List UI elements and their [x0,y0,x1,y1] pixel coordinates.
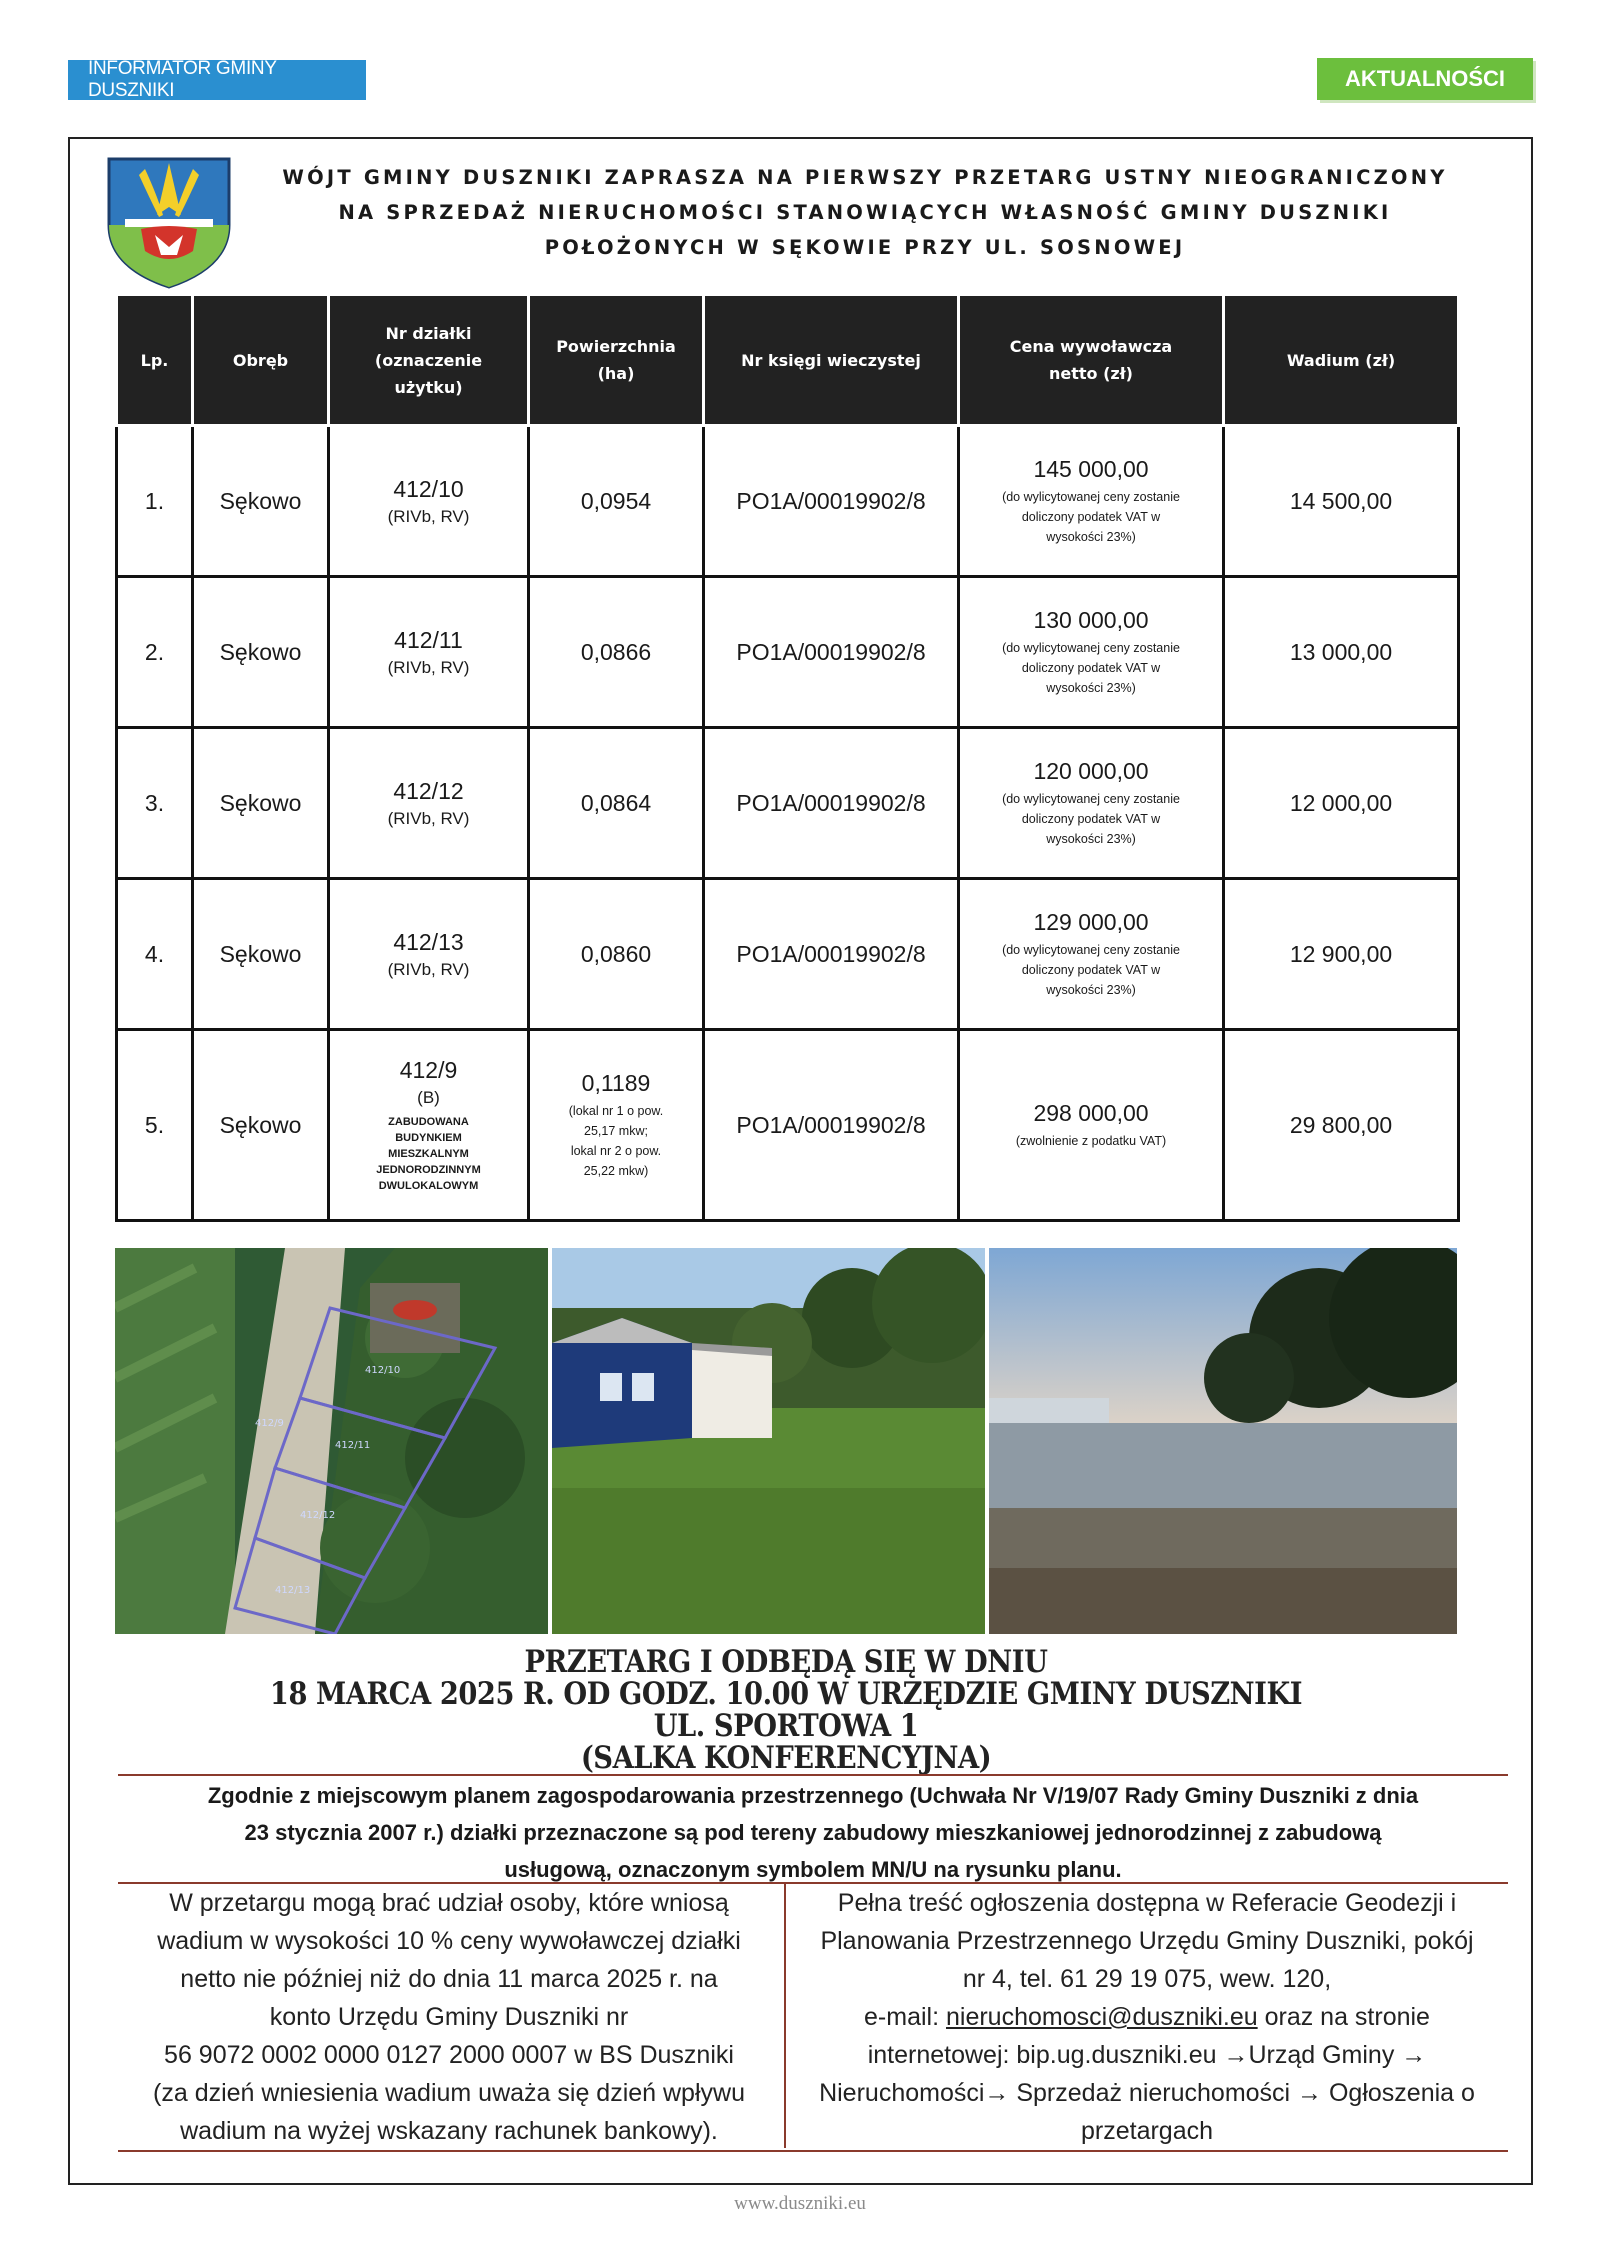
cell-ksiega: PO1A/00019902/8 [704,879,959,1030]
vat-note-line: (do wylicytowanej ceny zostanie [1002,942,1180,957]
area-note-line: 25,22 mkw) [583,1163,649,1178]
contact-info [786,1884,1508,2150]
plan-line: usługową, oznaczonym symbolem MN/U na rysunku planu. [504,1857,1122,1882]
vat-note-line: (do wylicytowanej ceny zostanie [1002,791,1180,806]
plot-description [336,1114,521,1194]
price-value: 130 000,00 [1033,606,1149,633]
deposit-line: konto Urzędu Gminy Duszniki nr [269,2003,629,2031]
house-image [552,1248,985,1634]
cell-wadium: 12 900,00 [1224,879,1459,1030]
cell-powierzchnia [529,1030,704,1221]
cell-wadium: 13 000,00 [1224,577,1459,728]
frosty-field-image [989,1248,1457,1634]
cell-lp: 3. [117,728,193,879]
deposit-info [118,1884,780,2150]
footer-url[interactable]: www.duszniki.eu [734,2193,866,2214]
email-link[interactable]: nieruchomosci@duszniki.eu [946,2003,1258,2031]
plot-number: 412/13 [393,928,464,955]
col-header-obreb: Obręb [193,295,329,426]
plot-number: 412/12 [393,777,464,804]
col-header-wadium: Wadium (zł) [1224,295,1459,426]
col-header-cena [959,295,1224,426]
header-text: (ha) [597,364,635,383]
price-value: 129 000,00 [1033,908,1149,935]
announcement-line: PRZETARG I ODBĘDĄ SIĘ W DNIU [524,1644,1048,1680]
vat-note-line: wysokości 23%) [1046,831,1136,846]
col-header-powierzchnia [529,295,704,426]
divider [118,1774,1508,1776]
contact-line: Nieruchomości→ Sprzedaż nieruchomości → Ogłoszenia o [819,2079,1475,2107]
col-header-lp: Lp. [117,295,193,426]
deposit-line: W przetargu mogą brać udział osoby, które wniosą [169,1889,729,1917]
section-tag-aktualnosci: AKTUALNOŚCI [1317,58,1533,100]
cell-wadium: 29 800,00 [1224,1030,1459,1221]
contact-line [786,1998,1508,2036]
plan-line: Zgodnie z miejscowym planem zagospodarowania przestrzennego (Uchwała Nr V/19/07 Rady Gminy Duszniki z dnia [207,1783,1419,1808]
cell-powierzchnia: 0,0954 [529,426,704,577]
header-text: Powierzchnia [556,337,676,356]
area-note-line: (lokal nr 1 o pow. [568,1103,664,1118]
header-text: użytku) [394,377,463,397]
header-text: Nr działki [385,323,472,343]
desc-line: DWULOKALOWYM [378,1179,479,1192]
cell-ksiega: PO1A/00019902/8 [704,728,959,879]
price-value: 145 000,00 [1033,455,1149,482]
vat-note [966,487,1216,547]
price-value: 120 000,00 [1033,757,1149,784]
announcement-line: 18 MARCA 2025 R. OD GODZ. 10.00 W URZĘDZIE GMINY DUSZNIKI [269,1676,1303,1712]
email-label: e-mail: [864,2003,946,2031]
cell-ksiega: PO1A/00019902/8 [704,1030,959,1221]
vat-note-line: doliczony podatek VAT w [1021,811,1161,826]
cell-powierzchnia: 0,0864 [529,728,704,879]
map-label: 412/11 [335,1440,371,1451]
bank-account-number: 56 9072 0002 0000 0127 2000 0007 w BS Duszniki [164,2041,734,2069]
header-text: (oznaczenie [374,350,483,370]
cell-wadium: 14 500,00 [1224,426,1459,577]
cell-obreb: Sękowo [193,577,329,728]
cell-obreb: Sękowo [193,1030,329,1221]
zoning-plan-note [118,1777,1508,1888]
col-header-nr-dzialki [329,295,529,426]
cell-ksiega: PO1A/00019902/8 [704,426,959,577]
vat-note-line: (do wylicytowanej ceny zostanie [1002,489,1180,504]
title-line-2: NA SPRZEDAŻ NIERUCHOMOŚCI STANOWIĄCYCH WŁASNOŚĆ GMINY DUSZNIKI [338,201,1392,224]
cell-dzialka [329,577,529,728]
announcement-line: UL. SPORTOWA 1 [653,1708,919,1744]
cell-cena [959,879,1224,1030]
map-label: 412/12 [300,1510,336,1521]
cell-cena [959,1030,1224,1221]
cell-powierzchnia: 0,0866 [529,577,704,728]
cell-cena [959,728,1224,879]
desc-line: MIESZKALNYM [388,1147,469,1160]
area-note-line: lokal nr 2 o pow. [570,1143,662,1158]
table-row [117,1030,1459,1221]
desc-line: ZABUDOWANA [388,1115,469,1128]
cell-powierzchnia: 0,0860 [529,879,704,1030]
deposit-line: wadium na wyżej wskazany rachunek bankowy). [180,2117,718,2145]
vat-note-line: doliczony podatek VAT w [1021,509,1161,524]
vat-note-line: (do wylicytowanej ceny zostanie [1002,640,1180,655]
plot-use: (RIVb, RV) [387,808,470,828]
vat-note-line: doliczony podatek VAT w [1021,660,1161,675]
cell-obreb: Sękowo [193,728,329,879]
contact-line: przetargach [1080,2117,1214,2145]
plot-use: (RIVb, RV) [387,959,470,979]
plot-number: 412/10 [393,475,464,502]
notice-title [260,160,1470,265]
col-header-ksiega: Nr księgi wieczystej [704,295,959,426]
aerial-map-image [115,1248,548,1634]
header-text: netto (zł) [1049,364,1133,383]
plot-number: 412/9 [399,1056,458,1083]
plot-number: 412/11 [394,626,463,653]
title-line-3: POŁOŻONYCH W SĘKOWIE PRZY UL. SOSNOWEJ [544,236,1186,259]
section-tag-informator: INFORMATOR GMINY DUSZNIKI [68,60,366,100]
cell-obreb: Sękowo [193,879,329,1030]
table-row [117,728,1459,879]
contact-line: nr 4, tel. 61 29 19 075, wew. 120, [962,1965,1332,1993]
vat-note-line: doliczony podatek VAT w [1021,962,1161,977]
map-label: 412/9 [255,1418,284,1429]
table-row [117,426,1459,577]
plot-use: (RIVb, RV) [387,506,470,526]
vat-note-line: wysokości 23%) [1046,680,1136,695]
contact-line: Pełna treść ogłoszenia dostępna w Referacie Geodezji i [837,1889,1457,1917]
cell-lp: 1. [117,426,193,577]
field-photo [989,1248,1457,1634]
divider [118,2150,1508,2152]
header-text: Cena wywoławcza [1009,337,1173,356]
cell-dzialka [329,426,529,577]
contact-text: oraz na stronie [1257,2003,1430,2031]
price-value: 298 000,00 [1033,1099,1149,1126]
map-label: 412/10 [365,1365,401,1376]
area-note-line: 25,17 mkw; [584,1123,648,1138]
cell-lp: 5. [117,1030,193,1221]
gmina-crest-icon [105,155,233,291]
cell-obreb: Sękowo [193,426,329,577]
cell-dzialka [329,728,529,879]
desc-line: JEDNORODZINNYM [376,1163,481,1176]
deposit-line: netto nie później niż do dnia 11 marca 2025 r. na [180,1965,718,1993]
cell-ksiega: PO1A/00019902/8 [704,577,959,728]
contact-line: Planowania Przestrzennego Urzędu Gminy Duszniki, pokój [820,1927,1474,1955]
table-row [117,879,1459,1030]
vat-exempt-note: (zwolnienie z podatku VAT) [1015,1133,1167,1148]
map-photo [115,1248,548,1634]
cell-lp: 2. [117,577,193,728]
contact-line: internetowej: bip.ug.duszniki.eu →Urząd Gminy → [867,2041,1427,2069]
area-note [536,1101,696,1181]
announcement-line: (SALKA KONFERENCYJNA) [580,1740,992,1776]
cell-cena [959,426,1224,577]
house-photo [552,1248,985,1634]
vat-note [966,638,1216,698]
vat-note [966,789,1216,849]
plot-use: (RIVb, RV) [387,657,470,677]
cell-dzialka [329,879,529,1030]
vat-note [966,940,1216,1000]
cell-cena [959,577,1224,728]
plots-table [115,293,1460,1222]
area-value: 0,1189 [581,1069,651,1096]
auction-announcement [196,1646,1377,1774]
deposit-line: wadium w wysokości 10 % ceny wywoławczej działki [157,1927,741,1955]
vat-note-line: wysokości 23%) [1046,529,1136,544]
map-label: 412/13 [275,1585,311,1596]
deposit-line: (za dzień wniesienia wadium uważa się dzień wpływu [153,2079,745,2107]
vat-note-line: wysokości 23%) [1046,982,1136,997]
plan-line: 23 stycznia 2007 r.) działki przeznaczone są pod tereny zabudowy mieszkaniowej jednorodzinnej z zabudową [244,1820,1382,1845]
title-line-1: WÓJT GMINY DUSZNIKI ZAPRASZA NA PIERWSZY PRZETARG USTNY NIEOGRANICZONY [282,166,1448,189]
desc-line: BUDYNKIEM [395,1131,462,1144]
plot-use: (B) [417,1087,440,1107]
cell-lp: 4. [117,879,193,1030]
table-header-row [117,295,1459,426]
photo-strip [115,1248,1457,1634]
cell-dzialka [329,1030,529,1221]
cell-wadium: 12 000,00 [1224,728,1459,879]
table-row [117,577,1459,728]
